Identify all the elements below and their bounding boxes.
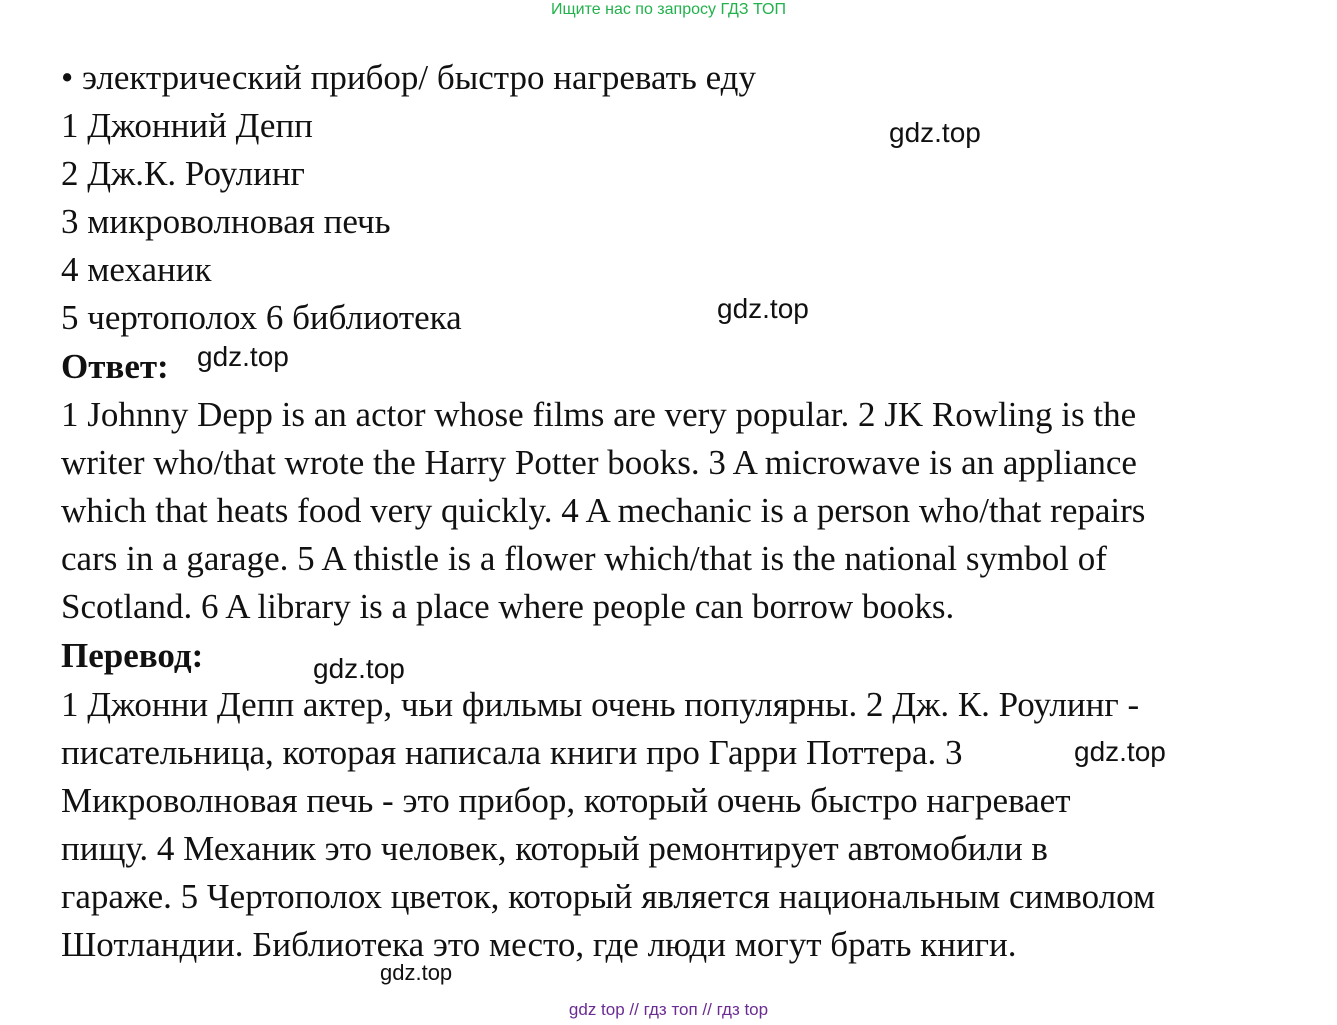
translation-line: писательница, которая написала книги про Гарри Поттера. 3 xyxy=(61,733,963,772)
hint-line: 4 механик xyxy=(61,250,212,289)
watermark: gdz.top xyxy=(1074,736,1166,767)
answer-line: cars in a garage. 5 A thistle is a flower which/that is the national symbol of xyxy=(61,539,1107,578)
watermark: gdz.top xyxy=(889,117,981,148)
footer-links: gdz top // гдз топ // гдз top xyxy=(568,1000,769,1019)
answer-line: which that heats food very quickly. 4 A mechanic is a person who/that repairs xyxy=(61,491,1146,530)
watermark: gdz.top xyxy=(380,960,453,985)
hint-line: 3 микроволновая печь xyxy=(61,202,391,241)
hint-line: • электрический прибор/ быстро нагревать еду xyxy=(61,58,756,97)
translation-line: гараже. 5 Чертополох цветок, который является национальным символом xyxy=(61,877,1156,916)
translation-line: Микроволновая печь - это прибор, который очень быстро нагревает xyxy=(61,781,1071,820)
translation-line: 1 Джонни Депп актер, чьи фильмы очень популярны. 2 Дж. К. Роулинг - xyxy=(61,685,1140,724)
translation-heading: Перевод: xyxy=(61,636,204,675)
watermark: gdz.top xyxy=(717,293,809,324)
hint-line: 1 Джонний Депп xyxy=(61,106,313,145)
answer-line: 1 Johnny Depp is an actor whose films are very popular. 2 JK Rowling is the xyxy=(61,395,1137,434)
hint-line: 5 чертополох 6 библиотека xyxy=(61,298,462,337)
top-banner: Ищите нас по запросу ГДЗ ТОП xyxy=(551,1,786,18)
watermark: gdz.top xyxy=(313,653,405,684)
answer-heading: Ответ: xyxy=(61,347,169,386)
translation-line: Шотландии. Библиотека это место, где люди могут брать книги. xyxy=(61,925,1017,964)
answer-line: Scotland. 6 A library is a place where people can borrow books. xyxy=(61,587,955,626)
translation-line: пищу. 4 Механик это человек, который ремонтирует автомобили в xyxy=(61,829,1048,868)
hint-line: 2 Дж.К. Роулинг xyxy=(61,154,305,193)
answer-line: writer who/that wrote the Harry Potter books. 3 A microwave is an appliance xyxy=(61,443,1137,482)
watermark: gdz.top xyxy=(197,341,289,372)
